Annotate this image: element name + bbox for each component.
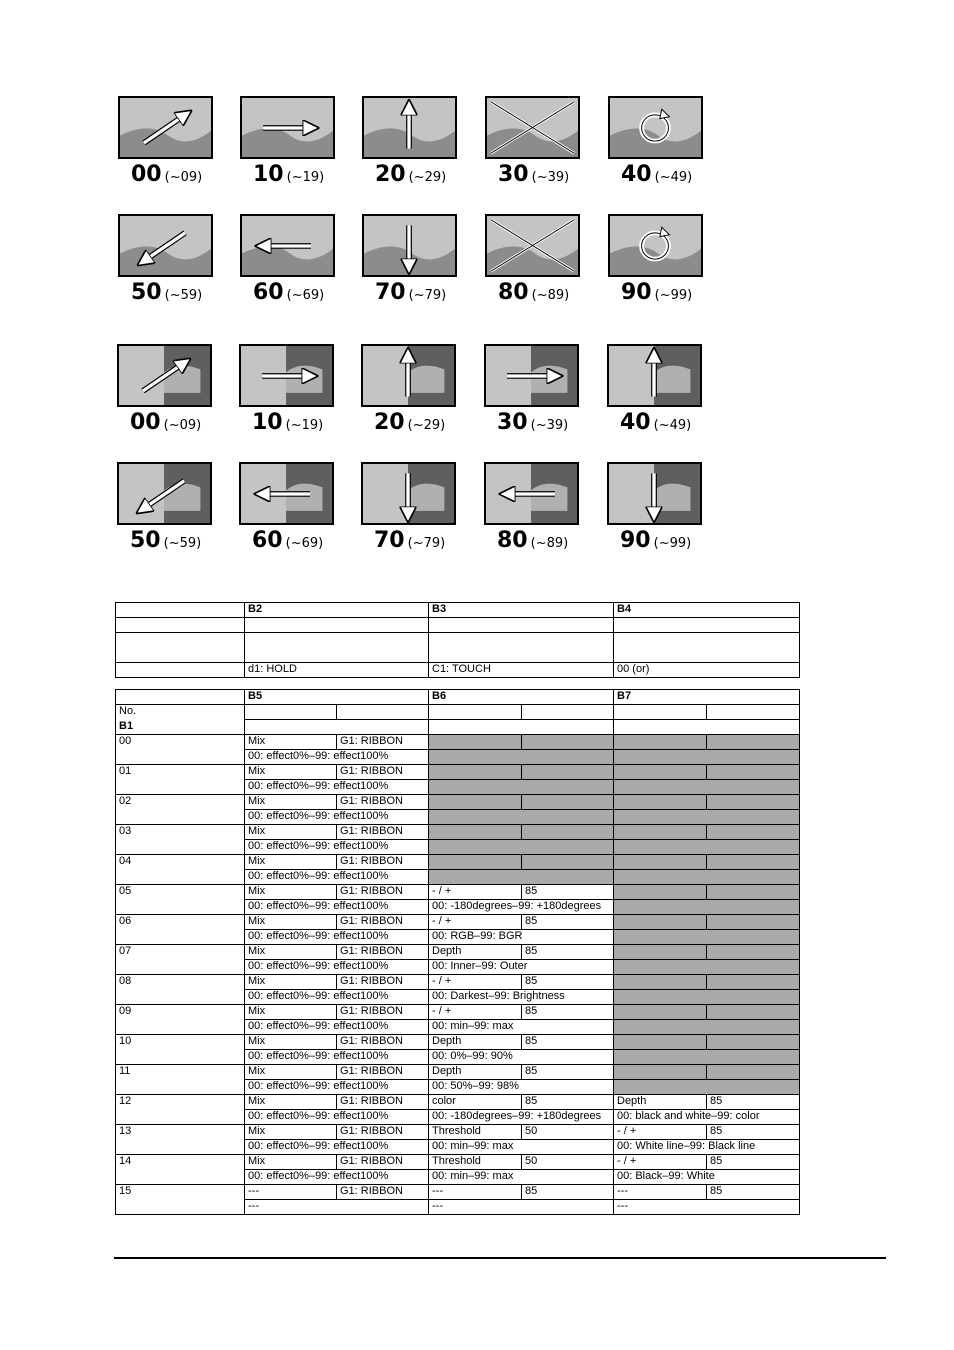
table-row bbox=[116, 765, 800, 780]
cell-b6a: - / + bbox=[429, 1005, 522, 1020]
cell-b6r: 00: -180degrees–99: +180degrees bbox=[429, 900, 614, 915]
wipe-thumbnail bbox=[240, 214, 335, 277]
shaded-cell bbox=[614, 795, 707, 810]
cell-b7a: - / + bbox=[614, 1155, 707, 1170]
shaded-cell bbox=[614, 900, 800, 915]
wipe-number: 90 bbox=[621, 280, 652, 305]
wipe-caption bbox=[130, 410, 240, 435]
wipe-thumbnail bbox=[485, 96, 580, 159]
cell-b6a: Threshold bbox=[429, 1155, 522, 1170]
wipe-range: (~59) bbox=[164, 288, 203, 303]
shaded-cell bbox=[522, 825, 614, 840]
wipe-range: (~09) bbox=[163, 418, 202, 433]
cell-b6b: 85 bbox=[522, 945, 614, 960]
arrow-down-left-icon bbox=[120, 216, 211, 275]
shaded-cell bbox=[614, 765, 707, 780]
cell-no: 15 bbox=[116, 1185, 245, 1215]
cell-b5b: G1: RIBBON bbox=[337, 1185, 429, 1200]
cell-b5r: 00: effect0%–99: effect100% bbox=[245, 930, 429, 945]
wipe-number: 10 bbox=[253, 162, 284, 187]
b2-value: d1: HOLD bbox=[245, 663, 429, 678]
table-row bbox=[116, 885, 800, 900]
cell-b5b: G1: RIBBON bbox=[337, 825, 429, 840]
wipe-range: (~49) bbox=[653, 418, 692, 433]
cell-b5a: Mix bbox=[245, 1035, 337, 1050]
shaded-cell bbox=[707, 855, 800, 870]
cell-b7b: 85 bbox=[707, 1095, 800, 1110]
cell-b6a: - / + bbox=[429, 975, 522, 990]
cell-b6a: color bbox=[429, 1095, 522, 1110]
parameter-table-main bbox=[115, 689, 800, 1215]
wipe-caption bbox=[498, 280, 608, 305]
cell-b5r: 00: effect0%–99: effect100% bbox=[245, 990, 429, 1005]
wipe-number: 10 bbox=[252, 410, 283, 435]
no-label: No. bbox=[116, 705, 245, 720]
wipe-caption bbox=[375, 162, 485, 187]
shaded-cell bbox=[614, 855, 707, 870]
cell-no: 02 bbox=[116, 795, 245, 825]
wipe-caption bbox=[620, 410, 730, 435]
shaded-cell bbox=[429, 810, 614, 825]
table-row bbox=[116, 1185, 800, 1200]
table-row bbox=[116, 945, 800, 960]
shaded-cell bbox=[707, 765, 800, 780]
cell-no: 11 bbox=[116, 1065, 245, 1095]
cell-b5a: Mix bbox=[245, 1005, 337, 1020]
shaded-cell bbox=[614, 975, 707, 990]
shaded-cell bbox=[522, 855, 614, 870]
cell-b6b: 85 bbox=[522, 1065, 614, 1080]
wipe-thumbnail bbox=[607, 344, 702, 407]
cell-b6r: 00: 50%–99: 98% bbox=[429, 1080, 614, 1095]
cell-b5b: G1: RIBBON bbox=[337, 975, 429, 990]
shaded-cell bbox=[614, 960, 800, 975]
wipe-thumbnail bbox=[484, 344, 579, 407]
shaded-cell bbox=[614, 915, 707, 930]
wipe-range: (~39) bbox=[531, 170, 570, 185]
cell-b7a: - / + bbox=[614, 1125, 707, 1140]
cell-b6b: 85 bbox=[522, 885, 614, 900]
cell-b6a: - / + bbox=[429, 885, 522, 900]
cell-b5r: 00: effect0%–99: effect100% bbox=[245, 960, 429, 975]
cell-no: 00 bbox=[116, 735, 245, 765]
header-b3: B3 bbox=[429, 603, 614, 618]
cell-b6a: --- bbox=[429, 1185, 522, 1200]
cell-b6a: Depth bbox=[429, 945, 522, 960]
arrow-right-icon bbox=[486, 346, 577, 405]
wipe-thumbnail bbox=[607, 462, 702, 525]
cell-b7a: --- bbox=[614, 1185, 707, 1200]
cell-b7b: 85 bbox=[707, 1155, 800, 1170]
shaded-cell bbox=[614, 945, 707, 960]
shaded-cell bbox=[614, 885, 707, 900]
wipe-caption bbox=[497, 410, 607, 435]
cell-b5r: 00: effect0%–99: effect100% bbox=[245, 780, 429, 795]
cell-b5b: G1: RIBBON bbox=[337, 1125, 429, 1140]
shaded-cell bbox=[429, 825, 522, 840]
wipe-number: 80 bbox=[498, 280, 529, 305]
cell-b7a: Depth bbox=[614, 1095, 707, 1110]
cell-b5a: Mix bbox=[245, 1155, 337, 1170]
shaded-cell bbox=[614, 870, 800, 885]
cell-b5b: G1: RIBBON bbox=[337, 1005, 429, 1020]
wipe-number: 50 bbox=[131, 280, 162, 305]
header-b5: B5 bbox=[245, 690, 429, 705]
header-b2: B2 bbox=[245, 603, 429, 618]
shaded-cell bbox=[522, 765, 614, 780]
arrow-up-icon bbox=[364, 98, 455, 157]
wipe-thumbnail bbox=[362, 214, 457, 277]
cell-b7b: 85 bbox=[707, 1125, 800, 1140]
cell-b6a: Depth bbox=[429, 1035, 522, 1050]
shaded-cell bbox=[614, 1020, 800, 1035]
wipe-thumbnail bbox=[117, 344, 212, 407]
wipe-caption bbox=[620, 528, 730, 553]
cell-no: 05 bbox=[116, 885, 245, 915]
table-row bbox=[116, 1065, 800, 1080]
header-b4: B4 bbox=[614, 603, 800, 618]
wipe-thumbnail bbox=[240, 96, 335, 159]
wipe-range: (~39) bbox=[530, 418, 569, 433]
wipe-range: (~29) bbox=[407, 418, 446, 433]
wipe-range: (~29) bbox=[408, 170, 447, 185]
wipe-thumbnail bbox=[361, 462, 456, 525]
shaded-cell bbox=[614, 1050, 800, 1065]
shaded-cell bbox=[614, 825, 707, 840]
cell-b5a: Mix bbox=[245, 885, 337, 900]
wipe-caption bbox=[621, 162, 731, 187]
shaded-cell bbox=[614, 1065, 707, 1080]
wipe-range: (~59) bbox=[163, 536, 202, 551]
wipe-caption bbox=[131, 162, 241, 187]
shaded-cell bbox=[429, 765, 522, 780]
cell-b5a: Mix bbox=[245, 855, 337, 870]
arrow-up-right-icon bbox=[120, 98, 211, 157]
cell-b6r: 00: RGB–99: BGR bbox=[429, 930, 614, 945]
shaded-cell bbox=[614, 930, 800, 945]
wipe-thumbnail bbox=[608, 96, 703, 159]
cell-b5r: 00: effect0%–99: effect100% bbox=[245, 1140, 429, 1155]
cell-b5a: Mix bbox=[245, 1065, 337, 1080]
wipe-range: (~19) bbox=[286, 170, 325, 185]
cell-b6r: 00: min–99: max bbox=[429, 1170, 614, 1185]
wipe-number: 50 bbox=[130, 528, 161, 553]
cell-b6b: 85 bbox=[522, 1035, 614, 1050]
wipe-range: (~19) bbox=[285, 418, 324, 433]
table-row bbox=[116, 795, 800, 810]
shaded-cell bbox=[614, 990, 800, 1005]
table-row bbox=[116, 1095, 800, 1110]
arrow-up-right-icon bbox=[119, 346, 210, 405]
shaded-cell bbox=[614, 840, 800, 855]
wipe-range: (~99) bbox=[653, 536, 692, 551]
cell-b5r: 00: effect0%–99: effect100% bbox=[245, 810, 429, 825]
table-row bbox=[116, 915, 800, 930]
cell-b6r: 00: 0%–99: 90% bbox=[429, 1050, 614, 1065]
shaded-cell bbox=[707, 945, 800, 960]
wipe-range: (~79) bbox=[408, 288, 447, 303]
cell-no: 12 bbox=[116, 1095, 245, 1125]
table-row bbox=[116, 855, 800, 870]
wipe-thumbnail bbox=[485, 214, 580, 277]
wipe-caption bbox=[375, 280, 485, 305]
shaded-cell bbox=[522, 795, 614, 810]
arrow-down-left-icon bbox=[119, 464, 210, 523]
shaded-cell bbox=[522, 735, 614, 750]
wipe-number: 20 bbox=[374, 410, 405, 435]
table-row bbox=[116, 1125, 800, 1140]
cell-b5r: 00: effect0%–99: effect100% bbox=[245, 750, 429, 765]
cell-b6b: 85 bbox=[522, 975, 614, 990]
arrow-right-icon bbox=[241, 346, 332, 405]
cell-no: 14 bbox=[116, 1155, 245, 1185]
arrow-down-icon bbox=[363, 464, 454, 523]
wipe-caption bbox=[498, 162, 608, 187]
arrows-outward-icon bbox=[487, 216, 578, 275]
cell-b5r: 00: effect0%–99: effect100% bbox=[245, 900, 429, 915]
cell-b7r: --- bbox=[614, 1200, 800, 1215]
cell-no: 03 bbox=[116, 825, 245, 855]
cell-b5r: 00: effect0%–99: effect100% bbox=[245, 1170, 429, 1185]
arrow-left-icon bbox=[486, 464, 577, 523]
shaded-cell bbox=[614, 780, 800, 795]
cell-b6a: Depth bbox=[429, 1065, 522, 1080]
cell-b5r: 00: effect0%–99: effect100% bbox=[245, 1050, 429, 1065]
cell-b5a: Mix bbox=[245, 945, 337, 960]
wipe-range: (~69) bbox=[285, 536, 324, 551]
cell-b5a: Mix bbox=[245, 795, 337, 810]
wipe-number: 30 bbox=[497, 410, 528, 435]
cell-b6r: 00: min–99: max bbox=[429, 1140, 614, 1155]
shaded-cell bbox=[614, 735, 707, 750]
wipe-number: 70 bbox=[374, 528, 405, 553]
wipe-thumbnail bbox=[361, 344, 456, 407]
shaded-cell bbox=[614, 750, 800, 765]
cell-b5b: G1: RIBBON bbox=[337, 885, 429, 900]
wipe-range: (~09) bbox=[164, 170, 203, 185]
wipe-caption bbox=[252, 528, 362, 553]
shaded-cell bbox=[429, 795, 522, 810]
cell-b6a: Threshold bbox=[429, 1125, 522, 1140]
wipe-range: (~79) bbox=[407, 536, 446, 551]
cell-no: 13 bbox=[116, 1125, 245, 1155]
cell-b6b: 85 bbox=[522, 1095, 614, 1110]
arrow-updown-icon bbox=[363, 346, 454, 405]
cell-no: 04 bbox=[116, 855, 245, 885]
header-b6: B6 bbox=[429, 690, 614, 705]
wipe-number: 60 bbox=[252, 528, 283, 553]
header-b7: B7 bbox=[614, 690, 800, 705]
cell-no: 09 bbox=[116, 1005, 245, 1035]
wipe-thumbnail bbox=[484, 462, 579, 525]
shaded-cell bbox=[429, 840, 614, 855]
cell-b6b: 50 bbox=[522, 1125, 614, 1140]
wipe-number: 70 bbox=[375, 280, 406, 305]
parameter-table-top bbox=[115, 602, 800, 678]
wipe-range: (~99) bbox=[654, 288, 693, 303]
shaded-cell bbox=[707, 735, 800, 750]
table-row bbox=[116, 825, 800, 840]
cell-no: 06 bbox=[116, 915, 245, 945]
cell-b7r: 00: Black–99: White bbox=[614, 1170, 800, 1185]
wipe-caption bbox=[130, 528, 240, 553]
cell-b5a: Mix bbox=[245, 765, 337, 780]
cell-b5b: G1: RIBBON bbox=[337, 1095, 429, 1110]
wipe-caption bbox=[253, 280, 363, 305]
cell-no: 07 bbox=[116, 945, 245, 975]
wipe-number: 60 bbox=[253, 280, 284, 305]
shaded-cell bbox=[614, 1035, 707, 1050]
wipe-thumbnail bbox=[117, 462, 212, 525]
wipe-caption bbox=[621, 280, 731, 305]
b4-value: 00 (or) bbox=[614, 663, 800, 678]
cell-b6r: 00: min–99: max bbox=[429, 1020, 614, 1035]
cell-b5r: 00: effect0%–99: effect100% bbox=[245, 870, 429, 885]
rotate-icon bbox=[610, 216, 701, 275]
wipe-number: 80 bbox=[497, 528, 528, 553]
cell-b6a: - / + bbox=[429, 915, 522, 930]
wipe-range: (~69) bbox=[286, 288, 325, 303]
wipe-caption bbox=[253, 162, 363, 187]
wipe-range: (~89) bbox=[530, 536, 569, 551]
cell-b5b: G1: RIBBON bbox=[337, 855, 429, 870]
cell-no: 10 bbox=[116, 1035, 245, 1065]
b3-value: C1: TOUCH bbox=[429, 663, 614, 678]
cell-b7r: 00: White line–99: Black line bbox=[614, 1140, 800, 1155]
wipe-caption bbox=[374, 410, 484, 435]
cell-b6b: 85 bbox=[522, 1185, 614, 1200]
arrow-left-icon bbox=[242, 216, 333, 275]
wipe-caption bbox=[131, 280, 241, 305]
arrows-inward-icon bbox=[487, 98, 578, 157]
cell-b5r: 00: effect0%–99: effect100% bbox=[245, 840, 429, 855]
wipe-number: 40 bbox=[621, 162, 652, 187]
cell-b5b: G1: RIBBON bbox=[337, 1035, 429, 1050]
cell-b5r: 00: effect0%–99: effect100% bbox=[245, 1110, 429, 1125]
wipe-range: (~89) bbox=[531, 288, 570, 303]
cell-b5r: --- bbox=[245, 1200, 429, 1215]
shaded-cell bbox=[429, 870, 614, 885]
cell-b5a: Mix bbox=[245, 825, 337, 840]
shaded-cell bbox=[707, 975, 800, 990]
shaded-cell bbox=[707, 1005, 800, 1020]
wipe-thumbnail bbox=[608, 214, 703, 277]
arrow-right-icon bbox=[242, 98, 333, 157]
shaded-cell bbox=[707, 1035, 800, 1050]
wipe-number: 30 bbox=[498, 162, 529, 187]
wipe-thumbnail bbox=[239, 462, 334, 525]
shaded-cell bbox=[429, 750, 614, 765]
wipe-caption bbox=[374, 528, 484, 553]
table-row bbox=[116, 1155, 800, 1170]
cell-b5b: G1: RIBBON bbox=[337, 735, 429, 750]
cell-b5a: Mix bbox=[245, 1095, 337, 1110]
cell-b6b: 50 bbox=[522, 1155, 614, 1170]
table-row bbox=[116, 1005, 800, 1020]
arrow-down-icon bbox=[364, 216, 455, 275]
cell-b7b: 85 bbox=[707, 1185, 800, 1200]
wipe-number: 00 bbox=[130, 410, 161, 435]
cell-b5b: G1: RIBBON bbox=[337, 915, 429, 930]
cell-b5a: Mix bbox=[245, 915, 337, 930]
shaded-cell bbox=[614, 810, 800, 825]
shaded-cell bbox=[614, 1080, 800, 1095]
arrow-down-icon bbox=[609, 464, 700, 523]
cell-no: 01 bbox=[116, 765, 245, 795]
wipe-thumbnail bbox=[239, 344, 334, 407]
cell-b5b: G1: RIBBON bbox=[337, 795, 429, 810]
cell-no: 08 bbox=[116, 975, 245, 1005]
wipe-thumbnail bbox=[118, 214, 213, 277]
wipe-number: 90 bbox=[620, 528, 651, 553]
arrow-left-icon bbox=[241, 464, 332, 523]
wipe-caption bbox=[497, 528, 607, 553]
rotate-icon bbox=[610, 98, 701, 157]
cell-b5r: 00: effect0%–99: effect100% bbox=[245, 1020, 429, 1035]
shaded-cell bbox=[707, 825, 800, 840]
cell-b5a: --- bbox=[245, 1185, 337, 1200]
cell-b6b: 85 bbox=[522, 915, 614, 930]
cell-b6b: 85 bbox=[522, 1005, 614, 1020]
cell-b5b: G1: RIBBON bbox=[337, 1155, 429, 1170]
table-row bbox=[116, 975, 800, 990]
arrow-updown-icon bbox=[609, 346, 700, 405]
cell-b5b: G1: RIBBON bbox=[337, 945, 429, 960]
table-row bbox=[116, 1035, 800, 1050]
cell-b6r: 00: -180degrees–99: +180degrees bbox=[429, 1110, 614, 1125]
table-row bbox=[116, 735, 800, 750]
cell-b5a: Mix bbox=[245, 975, 337, 990]
shaded-cell bbox=[429, 735, 522, 750]
cell-b5b: G1: RIBBON bbox=[337, 1065, 429, 1080]
cell-b6r: --- bbox=[429, 1200, 614, 1215]
shaded-cell bbox=[707, 795, 800, 810]
shaded-cell bbox=[707, 915, 800, 930]
wipe-number: 40 bbox=[620, 410, 651, 435]
header-empty-cell bbox=[116, 603, 245, 618]
cell-b5b: G1: RIBBON bbox=[337, 765, 429, 780]
wipe-thumbnail bbox=[118, 96, 213, 159]
cell-b6r: 00: Darkest–99: Brightness bbox=[429, 990, 614, 1005]
cell-b7r: 00: black and white–99: color bbox=[614, 1110, 800, 1125]
footer-rule bbox=[114, 1257, 886, 1259]
wipe-thumbnail bbox=[362, 96, 457, 159]
wipe-caption bbox=[252, 410, 362, 435]
cell-b5a: Mix bbox=[245, 735, 337, 750]
cell-b5r: 00: effect0%–99: effect100% bbox=[245, 1080, 429, 1095]
wipe-number: 20 bbox=[375, 162, 406, 187]
wipe-number: 00 bbox=[131, 162, 162, 187]
shaded-cell bbox=[614, 1005, 707, 1020]
wipe-range: (~49) bbox=[654, 170, 693, 185]
shaded-cell bbox=[707, 885, 800, 900]
b1-label: B1 bbox=[116, 720, 245, 735]
shaded-cell bbox=[707, 1065, 800, 1080]
cell-b5a: Mix bbox=[245, 1125, 337, 1140]
shaded-cell bbox=[429, 855, 522, 870]
cell-b6r: 00: Inner–99: Outer bbox=[429, 960, 614, 975]
shaded-cell bbox=[429, 780, 614, 795]
